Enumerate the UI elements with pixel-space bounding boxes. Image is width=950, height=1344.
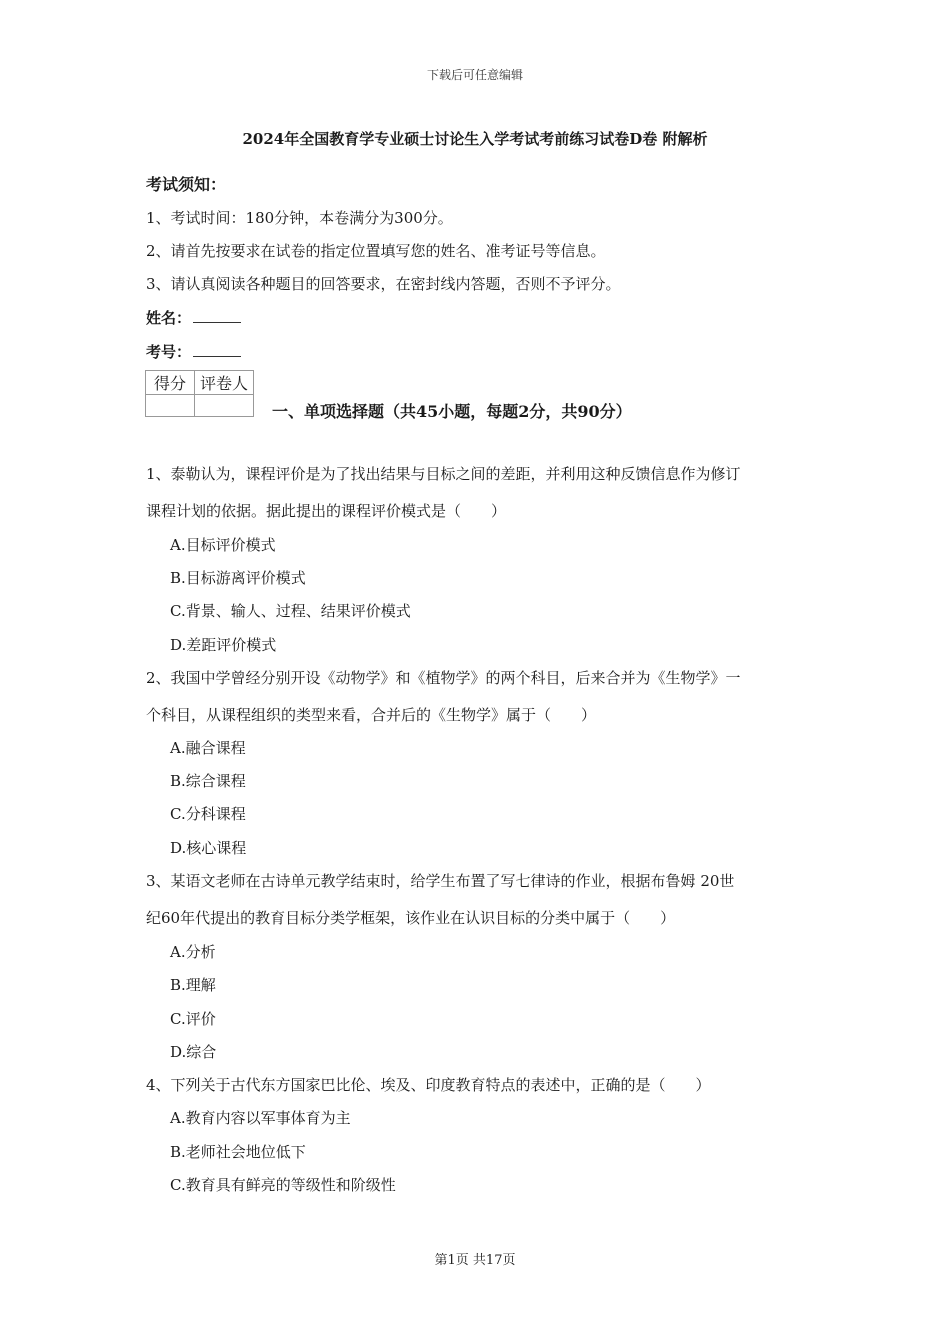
question-2-option-c: C.分科课程: [170, 805, 246, 823]
question-2-option-b: B.综合课程: [170, 772, 246, 790]
question-3-option-d: D.综合: [170, 1043, 217, 1061]
score-table: [145, 370, 254, 417]
name-blank: [193, 308, 241, 323]
notice-item: 3、请认真阅读各种题目的回答要求，在密封线内答题，否则不予评分。: [146, 275, 621, 293]
grader-cell: [195, 395, 254, 417]
question-1-option-d: D.差距评价模式: [170, 636, 277, 654]
question-3-option-b: B.理解: [170, 976, 216, 994]
question-3-line-2: 纪60年代提出的教育目标分类学框架，该作业在认识目标的分类中属于（ ）: [146, 909, 676, 927]
question-3-option-a: A.分析: [170, 943, 216, 961]
header-note: 下载后可任意编辑: [426, 68, 523, 82]
question-4-option-c: C.教育具有鲜亮的等级性和阶级性: [170, 1176, 396, 1194]
question-2-option-a: A.融合课程: [170, 739, 246, 757]
notice-heading: 考试须知：: [146, 175, 227, 194]
question-1-line-1: 1、泰勒认为，课程评价是为了找出结果与目标之间的差距，并利用这种反馈信息作为修订: [146, 465, 741, 483]
question-2-line-2: 个科目，从课程组织的类型来看，合并后的《生物学》属于（ ）: [146, 706, 597, 724]
question-1-option-a: A.目标评价模式: [170, 536, 276, 554]
grader-header: 评卷人: [195, 371, 254, 395]
question-1-line-2: 课程计划的依据。据此提出的课程评价模式是（ ）: [146, 502, 507, 520]
exam-number-label: 考号：: [146, 343, 192, 361]
question-4-option-a: A.教育内容以军事体育为主: [170, 1109, 351, 1127]
name-field: [146, 307, 241, 328]
question-2-line-1: 2、我国中学曾经分别开设《动物学》和《植物学》的两个科目，后来合并为《生物学》一: [146, 669, 741, 687]
score-cell: [146, 395, 195, 417]
question-4-option-b: B.老师社会地位低下: [170, 1143, 306, 1161]
question-3-option-c: C.评价: [170, 1010, 216, 1028]
question-3-line-1: 3、某语文老师在古诗单元教学结束时，给学生布置了写七律诗的作业，根据布鲁姆 20世: [146, 872, 735, 890]
page-footer: 第1页 共17页: [434, 1253, 516, 1268]
score-header: 得分: [146, 371, 195, 395]
question-1-option-c: C.背景、输人、过程、结果评价模式: [170, 602, 411, 620]
exam-number-field: [146, 341, 241, 362]
exam-number-blank: [193, 342, 241, 357]
section-title: 一、单项选择题（共45小题，每题2分，共90分）: [272, 402, 632, 421]
question-1-option-b: B.目标游离评价模式: [170, 569, 306, 587]
question-4-line-1: 4、下列关于古代东方国家巴比伦、埃及、印度教育特点的表述中，正确的是（ ）: [146, 1076, 711, 1094]
notice-item: 2、请首先按要求在试卷的指定位置填写您的姓名、准考证号等信息。: [146, 242, 606, 260]
document-title: 2024年全国教育学专业硕士讨论生入学考试考前练习试卷D卷 附解析: [242, 130, 708, 148]
name-label: 姓名：: [146, 309, 192, 327]
question-2-option-d: D.核心课程: [170, 839, 247, 857]
notice-item: 1、考试时间：180分钟，本卷满分为300分。: [146, 209, 453, 227]
